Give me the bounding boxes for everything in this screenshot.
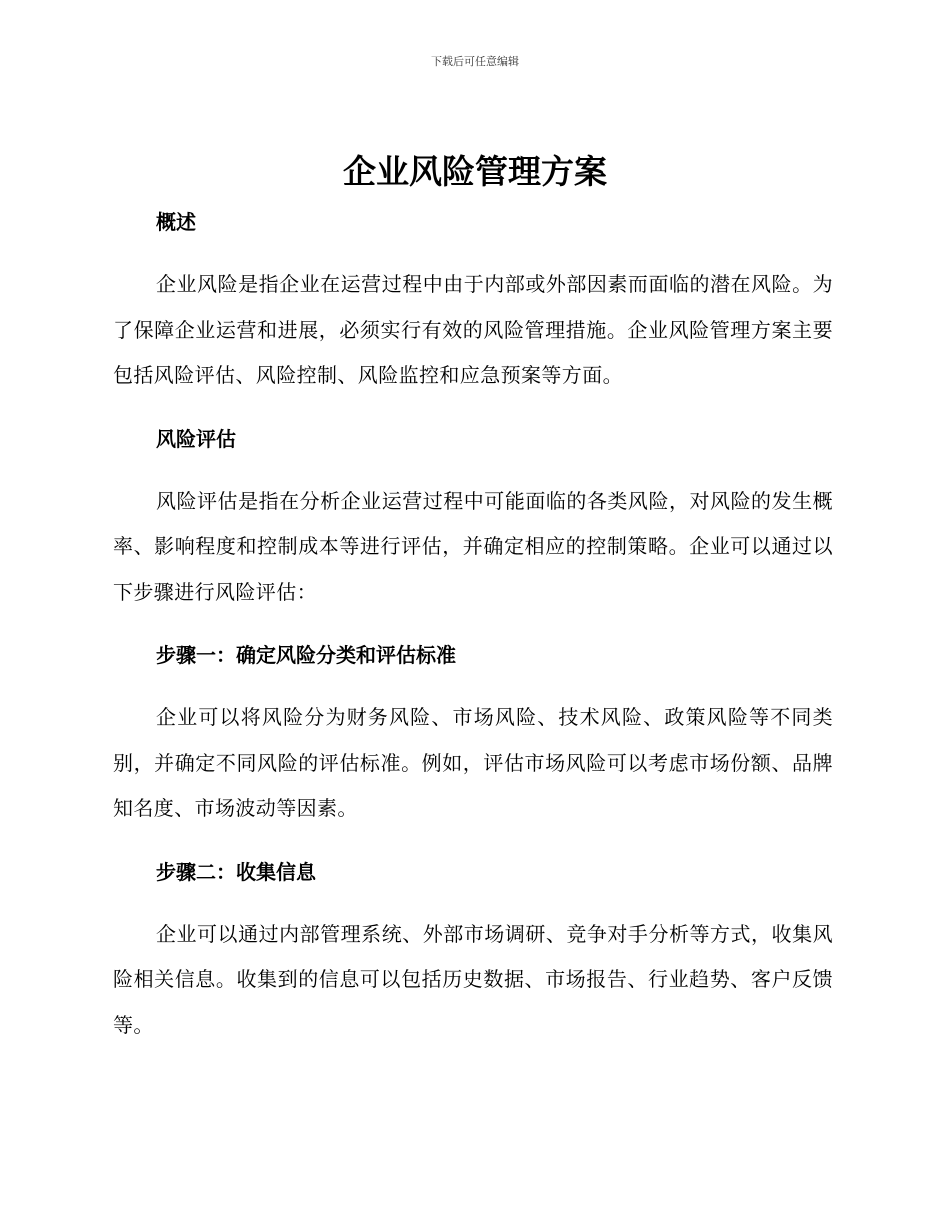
section-paragraph-step-one: 企业可以将风险分为财务风险、市场风险、技术风险、政策风险等不同类别，并确定不同风险的评估标准。例如，评估市场风险可以考虑市场份额、品牌知名度、市场波动等因素。	[113, 705, 833, 820]
section-heading-risk-assessment: 风险评估	[156, 426, 236, 451]
document-title: 企业风险管理方案	[343, 152, 607, 191]
page-header-note: 下载后可任意编辑	[431, 55, 519, 68]
section-heading-step-one: 步骤一：确定风险分类和评估标准	[156, 643, 456, 667]
section-paragraph-step-two: 企业可以通过内部管理系统、外部市场调研、竞争对手分析等方式，收集风险相关信息。收集到的信息可以包括历史数据、市场报告、行业趋势、客户反馈等。	[113, 921, 833, 1037]
section-paragraph-risk-assessment: 风险评估是指在分析企业运营过程中可能面临的各类风险，对风险的发生概率、影响程度和控制成本等进行评估，并确定相应的控制策略。企业可以通过以下步骤进行风险评估：	[113, 488, 833, 604]
document-body	[113, 204, 833, 1070]
section-heading-overview: 概述	[156, 210, 196, 234]
section-heading-step-two: 步骤二：收集信息	[156, 859, 316, 884]
section-paragraph-overview: 企业风险是指企业在运营过程中由于内部或外部因素而面临的潜在风险。为了保障企业运营和进展，必须实行有效的风险管理措施。企业风险管理方案主要包括风险评估、风险控制、风险监控和应急预案等方面。	[113, 272, 833, 387]
